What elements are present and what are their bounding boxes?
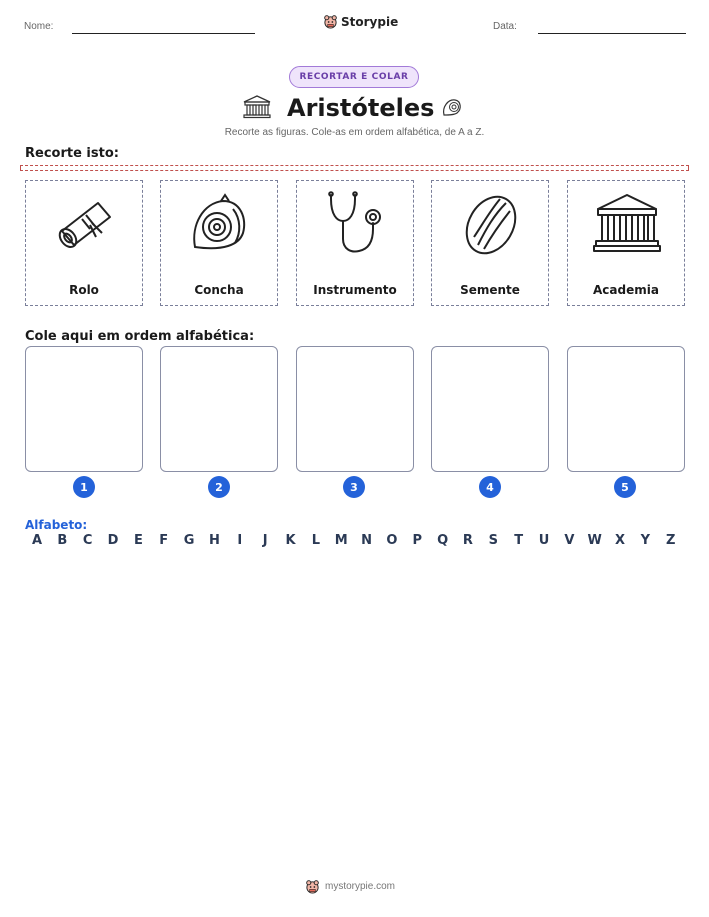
alphabet-letter: U: [538, 533, 550, 548]
alphabet-letter: S: [488, 533, 498, 548]
storypie-logo: [323, 14, 398, 29]
card-concha[interactable]: [160, 180, 278, 306]
alphabet-letter: J: [262, 533, 268, 548]
activity-tag: RECORTAR E COLAR: [289, 66, 419, 88]
alphabet-letter: H: [208, 533, 220, 548]
alphabet-letter: F: [159, 533, 169, 548]
alphabet-letter: Q: [437, 533, 449, 548]
alphabet-letter: I: [237, 533, 243, 548]
card-label: Semente: [460, 283, 520, 297]
alphabet-letter: B: [57, 533, 68, 548]
slot-number-badge: 2: [208, 476, 230, 498]
paste-slot-1[interactable]: [25, 346, 143, 472]
alphabet-title: Alfabeto:: [25, 518, 88, 532]
date-label: Data:: [493, 21, 517, 32]
alphabet-letter: Y: [640, 533, 651, 548]
alphabet-letter: W: [587, 533, 602, 548]
card-label: Instrumento: [313, 283, 397, 297]
brand-name: Storypie: [341, 14, 399, 29]
page-title: Aristóteles: [287, 94, 435, 122]
alphabet-row: [25, 533, 685, 551]
alphabet-letter: N: [361, 533, 372, 548]
name-line[interactable]: [72, 33, 255, 34]
stethoscope-icon: [321, 189, 391, 259]
footer-url[interactable]: mystorypie.com: [325, 881, 396, 892]
alphabet-letter: X: [615, 533, 626, 548]
paste-slot-2[interactable]: [160, 346, 278, 472]
seashell-icon: [185, 189, 255, 259]
storypie-mascot-icon: [305, 879, 320, 894]
paste-slot-4[interactable]: [431, 346, 549, 472]
paste-slot-3[interactable]: [296, 346, 414, 472]
card-label: Rolo: [69, 283, 99, 297]
alphabet-letter: G: [183, 533, 195, 548]
footer: [305, 879, 395, 894]
paste-heading: Cole aqui em ordem alfabética:: [25, 329, 255, 344]
alphabet-letter: K: [285, 533, 296, 548]
alphabet-letter: E: [133, 533, 143, 548]
storypie-mascot-icon: [323, 14, 338, 29]
academy-temple-icon: [592, 189, 662, 259]
alphabet-letter: M: [334, 533, 348, 548]
instructions: Recorte as figuras. Cole-as em ordem alfabética, de A a Z.: [224, 127, 485, 138]
scroll-icon: [50, 189, 120, 259]
seed-icon: [456, 189, 526, 259]
slot-number-badge: 5: [614, 476, 636, 498]
alphabet-letter: L: [311, 533, 320, 548]
alphabet-letter: V: [564, 533, 575, 548]
card-academia[interactable]: [567, 180, 685, 306]
temple-icon: [242, 94, 272, 120]
alphabet-letter: D: [107, 533, 119, 548]
cut-heading: Recorte isto:: [25, 146, 119, 161]
alphabet-letter: R: [462, 533, 473, 548]
name-label: Nome:: [24, 21, 54, 32]
card-semente[interactable]: [431, 180, 549, 306]
alphabet-letter: Z: [666, 533, 676, 548]
alphabet-letter: C: [82, 533, 93, 548]
card-label: Concha: [194, 283, 244, 297]
alphabet-letter: O: [386, 533, 398, 548]
alphabet-letter: A: [31, 533, 43, 548]
shell-icon: [440, 95, 464, 119]
slot-number-badge: 4: [479, 476, 501, 498]
paste-slot-5[interactable]: [567, 346, 685, 472]
slot-number-badge: 1: [73, 476, 95, 498]
card-label: Academia: [593, 283, 659, 297]
title-row: [0, 91, 709, 125]
alphabet-letter: P: [412, 533, 423, 548]
alphabet-letter: T: [514, 533, 524, 548]
card-rolo[interactable]: [25, 180, 143, 306]
slot-number-badge: 3: [343, 476, 365, 498]
cut-line[interactable]: [20, 165, 689, 171]
date-line[interactable]: [538, 33, 686, 34]
card-instrumento[interactable]: [296, 180, 414, 306]
